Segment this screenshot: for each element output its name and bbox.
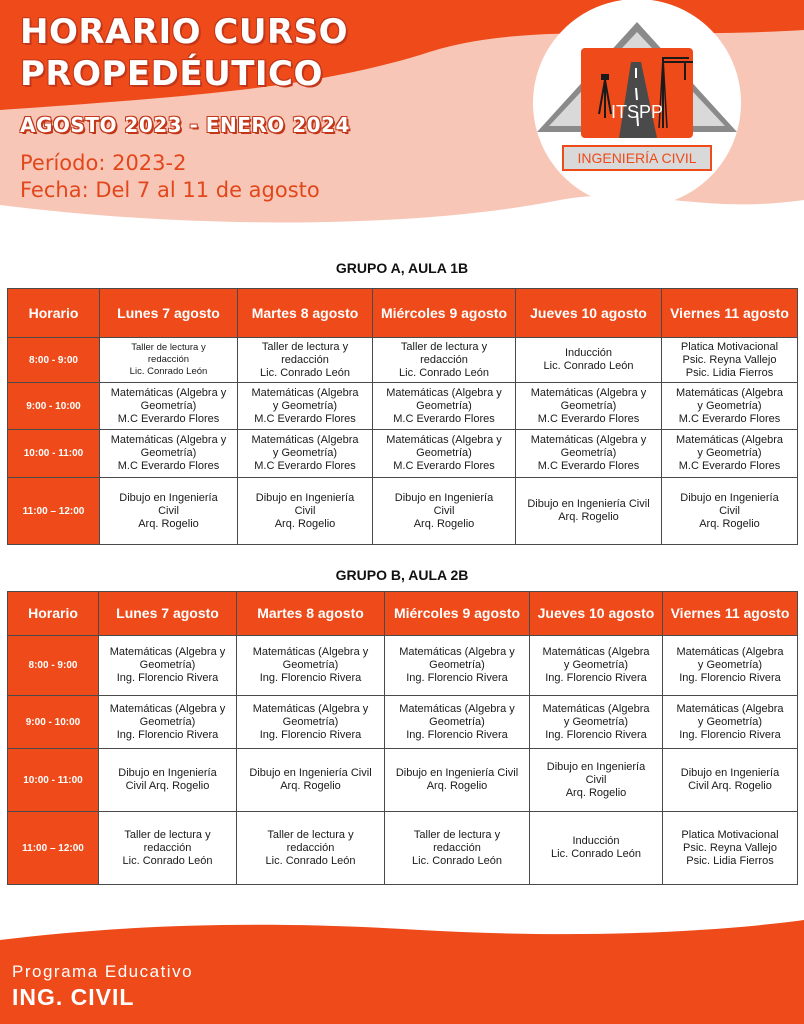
- class-cell: [385, 636, 530, 696]
- class-cell-line: Geometría): [429, 715, 485, 728]
- class-cell-line: Matemáticas (Algebra: [251, 434, 359, 446]
- title-line-1: HORARIO CURSO: [20, 12, 349, 52]
- class-cell-line: Geometría): [429, 659, 485, 671]
- class-cell-line: Dibujo en Ingeniería: [118, 767, 217, 779]
- class-cell-line: Matemáticas (Algebra: [542, 702, 650, 715]
- class-cell: [516, 478, 662, 545]
- class-cell-line: redacción: [281, 353, 329, 366]
- class-cell-line: redacción: [420, 353, 468, 366]
- class-cell-line: Arq. Rogelio: [413, 517, 475, 530]
- class-cell-line: Matemáticas (Algebra y: [530, 434, 647, 446]
- header-cell: Jueves 10 agosto: [516, 289, 662, 338]
- logo-acronym: ITSPP: [610, 102, 664, 122]
- class-cell-line: Geometría): [416, 399, 472, 412]
- class-cell-line: M.C Everardo Flores: [678, 412, 781, 425]
- class-cell-line: M.C Everardo Flores: [393, 460, 495, 472]
- class-cell-line: Ing. Florencio Rivera: [679, 672, 781, 684]
- class-cell-line: Platica Motivacional: [681, 828, 779, 841]
- header-cell: Jueves 10 agosto: [530, 592, 663, 636]
- class-cell: [385, 696, 530, 749]
- class-cell-line: Geometría): [282, 715, 339, 728]
- class-cell-line: M.C Everardo Flores: [117, 460, 220, 472]
- class-cell: [662, 478, 798, 545]
- class-cell-line: Psic. Lidia Fierros: [686, 854, 774, 867]
- class-cell-line: Lic. Conrado León: [129, 366, 208, 377]
- header-cell: Horario: [8, 289, 100, 338]
- class-cell: [100, 338, 238, 383]
- class-cell-line: Ing. Florencio Rivera: [545, 672, 647, 684]
- class-cell-line: Matemáticas (Algebra: [676, 386, 783, 399]
- class-cell-line: redacción: [286, 841, 335, 854]
- class-cell-line: y Geometría): [272, 447, 338, 459]
- class-cell-line: Platica Motivacional: [680, 340, 779, 353]
- class-cell-line: Matemáticas (Algebra y: [386, 434, 502, 446]
- class-cell-line: Taller de lectura y: [400, 340, 488, 353]
- class-cell-line: Arq. Rogelio: [274, 517, 336, 530]
- class-cell-line: M.C Everardo Flores: [537, 460, 640, 472]
- class-cell-line: Geometría): [416, 447, 472, 459]
- class-cell-line: Psic. Reyna Vallejo: [683, 841, 777, 854]
- class-cell-line: Matemáticas (Algebra y: [252, 702, 369, 715]
- class-cell-line: Psic. Lidia Fierros: [685, 366, 774, 379]
- class-cell: [99, 636, 237, 696]
- table-row: [8, 749, 798, 812]
- class-cell: [385, 812, 530, 885]
- class-cell-line: Geometría): [282, 659, 339, 671]
- header-cell: Horario: [8, 592, 99, 636]
- header-cell: Viernes 11 agosto: [662, 289, 798, 338]
- class-cell: [662, 338, 798, 383]
- class-cell-line: y Geometría): [563, 659, 629, 671]
- group-b-schedule-table: [7, 591, 798, 885]
- class-cell-line: Matemáticas (Algebra y: [252, 646, 369, 658]
- table-row: [8, 383, 798, 430]
- class-cell-line: Inducción: [572, 835, 620, 847]
- class-cell: [516, 430, 662, 478]
- class-cell: [530, 812, 663, 885]
- time-slot-cell: 8:00 - 9:00: [8, 636, 99, 696]
- header-cell: Martes 8 agosto: [238, 289, 373, 338]
- class-cell: [238, 430, 373, 478]
- class-cell-line: Arq. Rogelio: [138, 517, 199, 530]
- class-cell-line: M.C Everardo Flores: [537, 412, 640, 425]
- class-cell: [238, 383, 373, 430]
- time-slot-cell: 10:00 - 11:00: [8, 749, 99, 812]
- class-cell-line: Civil: [585, 773, 607, 786]
- time-slot-cell: 11:00 – 12:00: [8, 478, 100, 545]
- class-cell: [373, 338, 516, 383]
- class-cell: [237, 696, 385, 749]
- header-cell: Miércoles 9 agosto: [373, 289, 516, 338]
- table-body: [8, 338, 798, 545]
- class-cell-line: Ing. Florencio Rivera: [259, 672, 362, 684]
- class-cell-line: Civil: [294, 504, 316, 517]
- class-cell-line: Psic. Reyna Vallejo: [682, 353, 777, 366]
- class-cell: [373, 430, 516, 478]
- table-row: [8, 812, 798, 885]
- class-cell-line: Ing. Florencio Rivera: [116, 728, 219, 741]
- time-slot-cell: 11:00 – 12:00: [8, 812, 99, 885]
- class-cell-line: y Geometría): [272, 399, 338, 412]
- class-cell-line: Lic. Conrado León: [399, 366, 489, 379]
- class-cell-line: Geometría): [140, 399, 197, 412]
- class-cell-line: Ing. Florencio Rivera: [406, 728, 508, 741]
- class-cell-line: redacción: [433, 841, 481, 854]
- class-cell-line: M.C Everardo Flores: [678, 460, 781, 472]
- title-line-2: PROPEDÉUTICO: [20, 54, 323, 94]
- class-cell-line: Arq. Rogelio: [558, 511, 619, 523]
- class-cell-line: Matemáticas (Algebra: [676, 434, 783, 446]
- class-cell: [530, 696, 663, 749]
- class-cell-line: Matemáticas (Algebra y: [530, 386, 647, 399]
- table-body: [8, 636, 798, 885]
- class-cell-line: Dibujo en Ingeniería Civil: [395, 767, 519, 779]
- class-cell: [662, 430, 798, 478]
- class-cell: [663, 749, 798, 812]
- header-cell: Viernes 11 agosto: [663, 592, 798, 636]
- class-cell-line: y Geometría): [697, 659, 763, 671]
- class-cell-line: Civil Arq. Rogelio: [125, 780, 210, 792]
- class-cell: [238, 478, 373, 545]
- class-cell-line: Taller de lectura y: [131, 342, 206, 353]
- class-cell-line: Matemáticas (Algebra: [542, 646, 650, 658]
- class-cell-line: Civil Arq. Rogelio: [688, 780, 772, 792]
- class-cell-line: Geometría): [560, 447, 617, 459]
- class-cell: [100, 430, 238, 478]
- class-cell-line: Dibujo en Ingeniería: [680, 491, 779, 504]
- class-cell-line: redacción: [143, 841, 192, 854]
- class-cell-line: Matemáticas (Algebra y: [110, 386, 227, 399]
- class-cell-line: Dibujo en Ingeniería Civil: [527, 498, 650, 510]
- class-cell-line: Lic. Conrado León: [122, 854, 213, 867]
- class-cell-line: y Geometría): [697, 447, 762, 459]
- class-cell: [238, 338, 373, 383]
- time-slot-cell: 10:00 - 11:00: [8, 430, 100, 478]
- class-cell-line: Matemáticas (Algebra y: [386, 386, 502, 399]
- class-cell: [663, 696, 798, 749]
- class-cell-line: Taller de lectura y: [124, 828, 211, 841]
- footer-program-name: ING. CIVIL: [12, 984, 135, 1010]
- class-cell-line: Civil: [719, 504, 740, 517]
- class-cell: [516, 338, 662, 383]
- class-cell: [99, 812, 237, 885]
- date-text: Fecha: Del 7 al 11 de agosto: [20, 178, 320, 202]
- class-cell-line: Geometría): [139, 715, 196, 728]
- table-row: [8, 696, 798, 749]
- class-cell-line: redacción: [147, 354, 190, 365]
- class-cell-line: Ing. Florencio Rivera: [679, 728, 781, 741]
- class-cell-line: Lic. Conrado León: [551, 848, 641, 860]
- class-cell-line: y Geometría): [563, 715, 629, 728]
- class-cell: [516, 383, 662, 430]
- class-cell-line: Arq. Rogelio: [565, 786, 627, 799]
- class-cell-line: Matemáticas (Algebra y: [110, 434, 227, 446]
- class-cell-line: Matemáticas (Algebra y: [399, 646, 515, 658]
- class-cell-line: Matemáticas (Algebra y: [109, 702, 226, 715]
- header-cell: Lunes 7 agosto: [100, 289, 238, 338]
- date-range-subtitle: AGOSTO 2023 - ENERO 2024: [20, 113, 350, 137]
- footer-program-label: Programa Educativo: [12, 962, 194, 981]
- class-cell-line: Lic. Conrado León: [265, 854, 356, 867]
- class-cell-line: M.C Everardo Flores: [393, 412, 495, 425]
- class-cell-line: Arq. Rogelio: [426, 780, 488, 792]
- header-cell: Miércoles 9 agosto: [385, 592, 530, 636]
- class-cell-line: Civil: [433, 504, 455, 517]
- table-header-row: [8, 289, 798, 338]
- class-cell: [373, 383, 516, 430]
- class-cell-line: Matemáticas (Algebra: [251, 386, 359, 399]
- class-cell-line: Ing. Florencio Rivera: [545, 728, 647, 741]
- class-cell: [530, 749, 663, 812]
- class-cell: [99, 749, 237, 812]
- class-cell-line: Inducción: [564, 347, 613, 359]
- class-cell-line: Dibujo en Ingeniería Civil: [249, 767, 372, 779]
- time-slot-cell: 9:00 - 10:00: [8, 383, 100, 430]
- class-cell-line: Dibujo en Ingeniería: [546, 760, 646, 773]
- class-cell-line: Matemáticas (Algebra y: [399, 702, 515, 715]
- header-cell: Martes 8 agosto: [237, 592, 385, 636]
- class-cell: [663, 812, 798, 885]
- period-text: Período: 2023-2: [20, 151, 187, 175]
- table-row: [8, 338, 798, 383]
- class-cell-line: Dibujo en Ingeniería: [680, 767, 780, 779]
- header-cell: Lunes 7 agosto: [99, 592, 237, 636]
- group-a-title: GRUPO A, AULA 1B: [335, 260, 469, 276]
- class-cell-line: M.C Everardo Flores: [254, 460, 356, 472]
- class-cell: [663, 636, 798, 696]
- class-cell-line: y Geometría): [697, 399, 762, 412]
- class-cell-line: Ing. Florencio Rivera: [406, 672, 508, 684]
- class-cell-line: Matemáticas (Algebra y: [109, 646, 226, 658]
- class-cell-line: Ing. Florencio Rivera: [259, 728, 362, 741]
- itspp-logo: [533, 18, 741, 186]
- table-row: [8, 478, 798, 545]
- class-cell-line: M.C Everardo Flores: [254, 412, 356, 425]
- class-cell: [373, 478, 516, 545]
- class-cell: [237, 636, 385, 696]
- time-slot-cell: 9:00 - 10:00: [8, 696, 99, 749]
- table-row: [8, 430, 798, 478]
- class-cell: [99, 696, 237, 749]
- class-cell-line: Ing. Florencio Rivera: [116, 672, 219, 684]
- class-cell-line: Lic. Conrado León: [543, 360, 634, 372]
- class-cell: [385, 749, 530, 812]
- class-cell-line: Arq. Rogelio: [699, 517, 760, 530]
- class-cell-line: Taller de lectura y: [261, 340, 349, 353]
- class-cell-line: Lic. Conrado León: [412, 854, 502, 867]
- group-b-title: GRUPO B, AULA 2B: [335, 567, 469, 583]
- class-cell-line: Lic. Conrado León: [260, 366, 350, 379]
- class-cell: [100, 478, 238, 545]
- class-cell-line: Dibujo en Ingeniería: [255, 491, 355, 504]
- class-cell: [237, 812, 385, 885]
- time-slot-cell: 8:00 - 9:00: [8, 338, 100, 383]
- class-cell-line: y Geometría): [697, 715, 763, 728]
- class-cell: [100, 383, 238, 430]
- class-cell-line: M.C Everardo Flores: [117, 412, 220, 425]
- class-cell-line: Geometría): [140, 447, 197, 459]
- class-cell-line: Geometría): [560, 399, 617, 412]
- class-cell-line: Dibujo en Ingeniería: [119, 491, 218, 504]
- class-cell-line: Matemáticas (Algebra: [676, 702, 784, 715]
- class-cell-line: Geometría): [139, 659, 196, 671]
- table-header-row: [8, 592, 798, 636]
- class-cell-line: Taller de lectura y: [413, 828, 501, 841]
- class-cell-line: Taller de lectura y: [267, 828, 354, 841]
- class-cell-line: Matemáticas (Algebra: [676, 646, 784, 658]
- table-row: [8, 636, 798, 696]
- class-cell-line: Civil: [158, 504, 179, 517]
- class-cell-line: Dibujo en Ingeniería: [394, 491, 494, 504]
- class-cell: [530, 636, 663, 696]
- class-cell: [237, 749, 385, 812]
- class-cell-line: Arq. Rogelio: [280, 780, 341, 792]
- group-a-schedule-table: [7, 288, 798, 545]
- logo-name: INGENIERÍA CIVIL: [577, 150, 697, 166]
- class-cell: [662, 383, 798, 430]
